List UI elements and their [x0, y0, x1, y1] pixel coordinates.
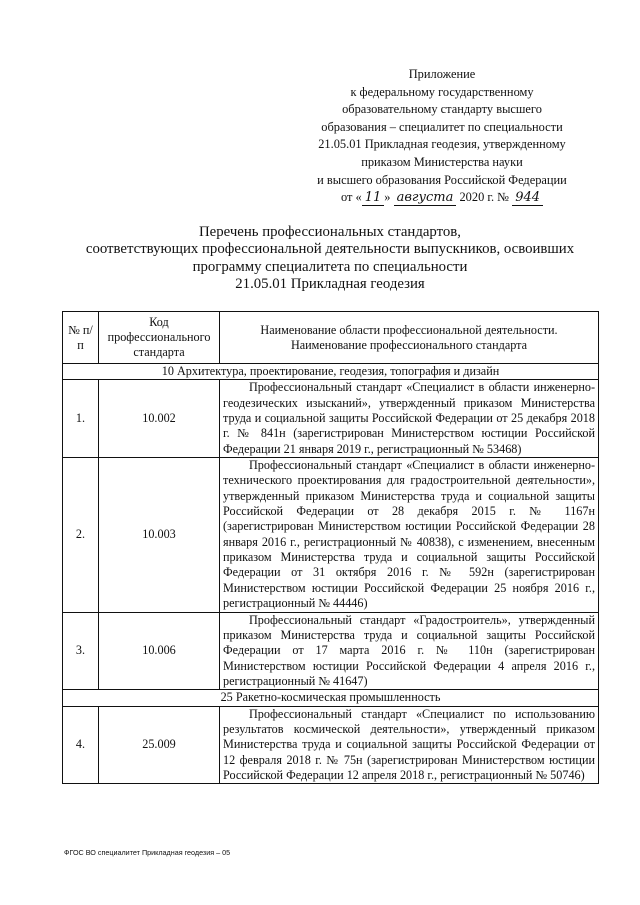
- title-line: 21.05.01 Прикладная геодезия: [235, 276, 425, 293]
- row-text: Профессиональный стандарт «Специалист в области инженерно-геодезических изысканий», утвержденный приказом Министерства труда и социальной защиты Российской Федерации от 25 декабря 2018 г. № 841н (зарегистрирован Министерством юстиции Российской Федерации 21 января 2019 г., регистрационный № 53468): [220, 380, 599, 458]
- group-row: [63, 364, 599, 380]
- standards-table: [62, 311, 599, 784]
- order-number: 944: [512, 190, 543, 206]
- table-row: [63, 706, 599, 784]
- annex-line: образовательному стандарту высшего: [342, 102, 542, 117]
- annex-line: к федеральному государственному: [350, 84, 534, 99]
- table-row: [63, 612, 599, 690]
- row-text: Профессиональный стандарт «Специалист по использованию результатов космической деятельности», утвержденный приказом Министерства труда и социальной защиты Российской Федерации от 12 февраля 2018 г. № 75н (зарегистрирован Министерством юстиции Российской Федерации 12 апреля 2018 г., регистрационный № 50746): [220, 706, 599, 784]
- date-mid: »: [384, 190, 391, 205]
- title-line: соответствующих профессиональной деятельности выпускников, освоивших: [85, 241, 575, 258]
- group-row: [63, 690, 599, 706]
- document-title: [60, 224, 600, 294]
- annex-line: и высшего образования Российской Федерации: [317, 172, 567, 187]
- order-month: августа: [394, 190, 457, 206]
- group-title: 10 Архитектура, проектирование, геодезия, топография и дизайн: [63, 364, 599, 380]
- order-day: 11: [362, 190, 385, 206]
- annex-line: приказом Министерства науки: [361, 154, 523, 169]
- header-num: № п/п: [63, 312, 99, 364]
- annex-header: [296, 66, 588, 207]
- annex-line: Приложение: [408, 67, 476, 81]
- table-row: [63, 458, 599, 612]
- table-row: [63, 380, 599, 458]
- row-code: 10.002: [99, 380, 220, 458]
- group-title: 25 Ракетно-космическая промышленность: [63, 690, 599, 706]
- row-code: 10.003: [99, 458, 220, 612]
- row-code: 25.009: [99, 706, 220, 784]
- table-header-row: [63, 312, 599, 364]
- row-text: Профессиональный стандарт «Специалист в области инженерно-технического проектирования для градостроительной деятельности», утвержденный приказом Министерства труда и социальной защиты Российской Федерации от 28 декабря 2015 г. № 1167н (зарегистрирован Министерством юстиции Российской Федерации 28 января 2016 г., регистрационный № 40838), с изменением, внесенным приказом Министерства труда и социальной защиты Российской Федерации от 31 октября 2016 г. № 592н (зарегистрирован Министерством юстиции Российской Федерации 25 ноября 2016 г., регистрационный № 44446): [220, 458, 599, 612]
- title-line: программу специалитета по специальности: [192, 258, 468, 275]
- page-footer: ФГОС ВО специалитет Прикладная геодезия – 05: [64, 848, 231, 857]
- row-num: 4.: [63, 706, 99, 784]
- order-year: 2020 г. №: [459, 190, 510, 205]
- header-name: Наименование области профессиональной деятельности. Наименование профессионального стандарта: [220, 312, 599, 364]
- annex-line: образования – специалитет по специальности: [321, 119, 563, 134]
- annex-line: 21.05.01 Прикладная геодезия, утвержденному: [318, 137, 566, 152]
- row-num: 3.: [63, 612, 99, 690]
- row-code: 10.006: [99, 612, 220, 690]
- title-line: Перечень профессиональных стандартов,: [199, 224, 461, 240]
- date-prefix: от «: [340, 190, 362, 205]
- row-text: Профессиональный стандарт «Градостроитель», утвержденный приказом Министерства труда и социальной защиты Российской Федерации от 17 марта 2016 г. № 110н (зарегистрирован Министерством юстиции Российской Федерации 4 апреля 2016 г., регистрационный № 41647): [220, 612, 599, 690]
- annex-date-line: [296, 189, 588, 207]
- row-num: 1.: [63, 380, 99, 458]
- row-num: 2.: [63, 458, 99, 612]
- header-code: Код профессионального стандарта: [99, 312, 220, 364]
